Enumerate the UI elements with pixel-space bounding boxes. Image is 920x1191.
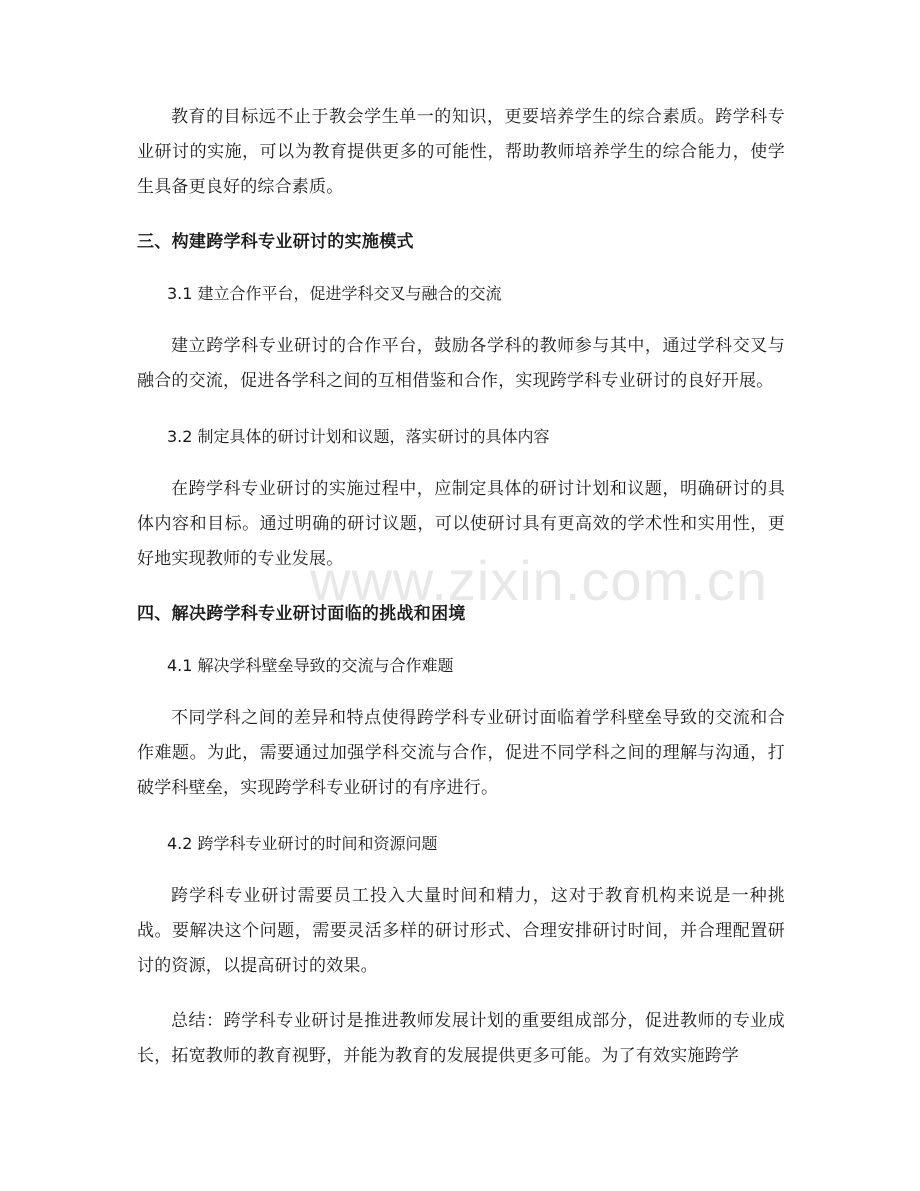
paragraph-summary: 总结：跨学科专业研讨是推进教师发展计划的重要组成部分，促进教师的专业成长，拓宽教师的教育视野，并能为教育的发展提供更多可能。为了有效实施跨学 <box>137 1011 785 1066</box>
paragraph-3-2: 在跨学科专业研讨的实施过程中，应制定具体的研讨计划和议题，明确研讨的具体内容和目标。通过明确的研讨议题，可以使研讨具有更高效的学术性和实用性，更好地实现教师的专业发展。 <box>137 479 785 569</box>
section-heading-4: 四、解决跨学科专业研讨面临的挑战和困境 <box>137 604 466 624</box>
section-heading-3: 三、构建跨学科专业研讨的实施模式 <box>137 232 414 252</box>
paragraph-3-1: 建立跨学科专业研讨的合作平台，鼓励各学科的教师参与其中，通过学科交叉与融合的交流，促进各学科之间的互相借鉴和合作，实现跨学科专业研讨的良好开展。 <box>137 336 785 391</box>
watermark: www.zixin.com.cn <box>310 549 768 612</box>
document-body <box>137 100 785 1094</box>
paragraph-4-2: 跨学科专业研讨需要员工投入大量时间和精力，这对于教育机构来说是一种挑战。要解决这个问题，需要灵活多样的研讨形式、合理安排研讨时间，并合理配置研讨的资源，以提高研讨的效果。 <box>137 886 785 976</box>
paragraph-4-1: 不同学科之间的差异和特点使得跨学科专业研讨面临着学科壁垒导致的交流和合作难题。为此，需要通过加强学科交流与合作，促进不同学科之间的理解与沟通，打破学科壁垒，实现跨学科专业研讨的有序进行。 <box>137 708 785 798</box>
subheading-4-2: 4.2 跨学科专业研讨的时间和资源问题 <box>167 834 438 853</box>
subheading-4-1: 4.1 解决学科壁垒导致的交流与合作难题 <box>167 656 454 675</box>
subheading-3-2: 3.2 制定具体的研讨计划和议题，落实研讨的具体内容 <box>167 427 550 446</box>
subheading-3-1: 3.1 建立合作平台，促进学科交叉与融合的交流 <box>167 284 502 303</box>
paragraph-education-goal: 教育的目标远不止于教会学生单一的知识，更要培养学生的综合素质。跨学科专业研讨的实施，可以为教育提供更多的可能性，帮助教师培养学生的综合能力，使学生具备更良好的综合素质。 <box>137 107 785 197</box>
